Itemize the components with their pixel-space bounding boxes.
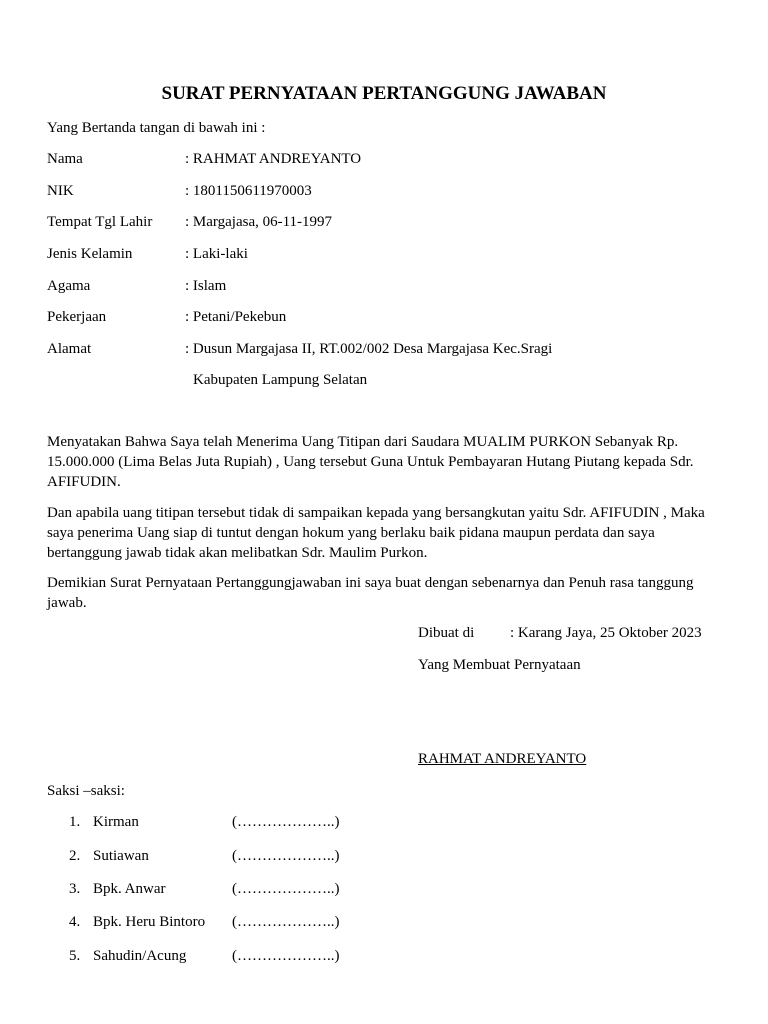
maker-label: Yang Membuat Pernyataan (418, 657, 581, 673)
field-value-address: : Dusun Margajasa II, RT.002/002 Desa Margajasa Kec.Sragi (185, 341, 553, 357)
field-label-address: Alamat (47, 341, 92, 357)
statement-paragraph-2: Dan apabila uang titipan tersebut tidak di sampaikan kepada yang bersangkutan yaitu Sdr. AFIFUDIN , Maka saya penerima Uang siap di tuntut dengan hokum yang berlaku baik pidana maupun perdata dan saya bertanggung jawab tidak akan melibatkan Sdr. Maulim Purkon. (47, 505, 705, 561)
witness-number: 4. (69, 914, 81, 930)
field-value-nik: : 1801150611970003 (185, 183, 312, 199)
field-label-ttl: Tempat Tgl Lahir (47, 214, 153, 230)
field-value-gender: : Laki-laki (185, 246, 248, 262)
document-title: SURAT PERNYATAAN PERTANGGUNG JAWABAN (161, 83, 607, 104)
witness-number: 5. (69, 948, 81, 964)
field-label-job: Pekerjaan (47, 309, 107, 325)
witness-number: 3. (69, 881, 81, 897)
field-label-nik: NIK (47, 183, 74, 199)
witness-name: Sutiawan (93, 848, 149, 864)
field-label-gender: Jenis Kelamin (47, 246, 133, 262)
field-value-nama: : RAHMAT ANDREYANTO (185, 151, 362, 167)
field-label-nama: Nama (47, 151, 83, 167)
closing-paragraph: Demikian Surat Pernyataan Pertanggungjawaban ini saya buat dengan sebenarnya dan Penuh rasa tanggung jawab. (47, 575, 694, 611)
place-value: : Karang Jaya, 25 Oktober 2023 (510, 625, 702, 641)
witness-signature-line: (………………..) (232, 814, 340, 830)
field-value-address-line2: Kabupaten Lampung Selatan (193, 372, 368, 388)
witness-number: 2. (69, 848, 81, 864)
intro-text: Yang Bertanda tangan di bawah ini : (47, 120, 266, 136)
witness-signature-line: (………………..) (232, 881, 340, 897)
witness-name: Sahudin/Acung (93, 948, 187, 964)
field-value-job: : Petani/Pekebun (185, 309, 287, 325)
witness-signature-line: (………………..) (232, 848, 340, 864)
witness-name: Kirman (93, 814, 139, 830)
witness-name: Bpk. Anwar (93, 881, 166, 897)
witnesses-heading: Saksi –saksi: (47, 783, 125, 799)
witness-signature-line: (………………..) (232, 914, 340, 930)
witness-signature-line: (………………..) (232, 948, 340, 964)
field-label-religion: Agama (47, 278, 91, 294)
place-label: Dibuat di (418, 625, 475, 641)
field-value-religion: : Islam (185, 278, 227, 294)
field-value-ttl: : Margajasa, 06-11-1997 (185, 214, 333, 230)
statement-paragraph-1: Menyatakan Bahwa Saya telah Menerima Uang Titipan dari Saudara MUALIM PURKON Sebanyak Rp. 15.000.000 (Lima Belas Juta Rupiah) , Uang tersebut Guna Untuk Pembayaran Hutang Piutang kepada Sdr. AFIFUDIN. (47, 434, 694, 490)
witness-name: Bpk. Heru Bintoro (93, 914, 206, 930)
witness-number: 1. (69, 814, 81, 830)
signer-name: RAHMAT ANDREYANTO (418, 751, 587, 767)
